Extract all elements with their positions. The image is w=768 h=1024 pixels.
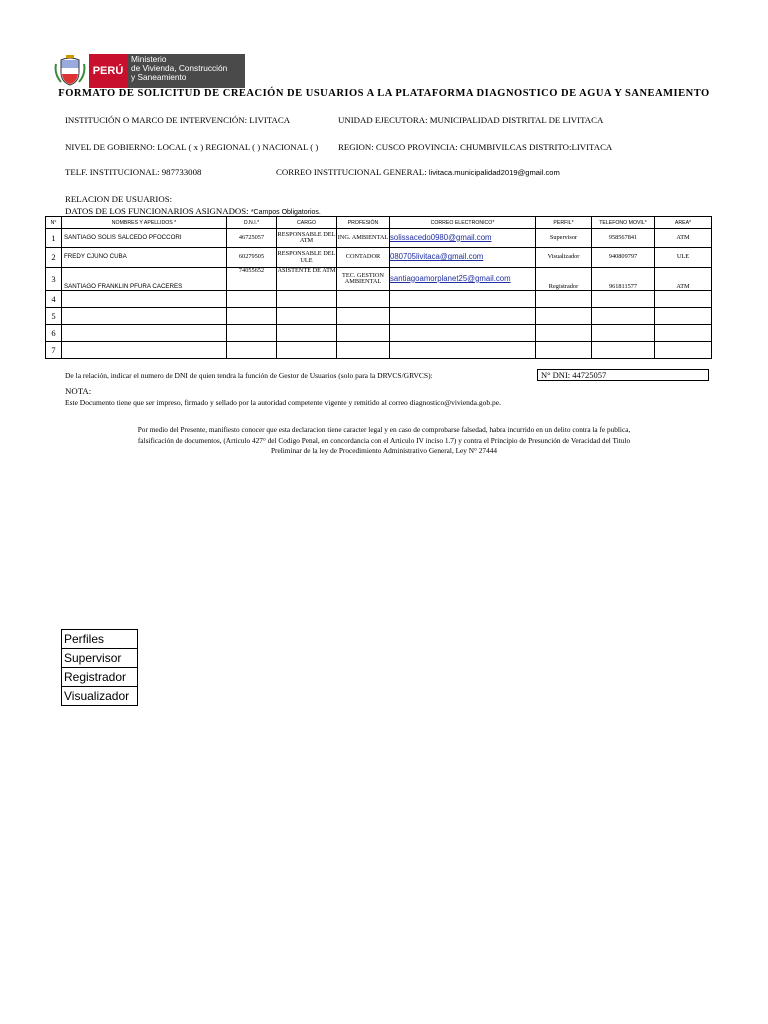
- correo-cell[interactable]: [390, 308, 536, 325]
- telefono-cell: 958567841: [592, 229, 655, 248]
- table-row: [46, 325, 712, 342]
- perfil-cell: Visualizador: [536, 248, 592, 268]
- row-number: 3: [46, 268, 62, 291]
- dni-cell: 74055652: [227, 268, 277, 291]
- area-cell: ULE: [655, 248, 712, 268]
- telefono-cell[interactable]: [592, 308, 655, 325]
- relacion-heading: RELACION DE USUARIOS:: [65, 194, 173, 204]
- area-cell[interactable]: [655, 308, 712, 325]
- col-header-n: N°: [46, 217, 62, 229]
- perfil-cell: Registrador: [536, 268, 592, 291]
- nombre-cell[interactable]: [62, 342, 227, 359]
- profesion-cell[interactable]: [337, 308, 390, 325]
- ministry-name: [127, 54, 245, 88]
- declaracion-jurada: [0, 425, 768, 457]
- area-cell[interactable]: [655, 291, 712, 308]
- col-header-dni: D.N.I.*: [227, 217, 277, 229]
- row-number: 1: [46, 229, 62, 248]
- gestor-instruction: De la relación, indicar el numero de DNI de quien tendra la función de Gestor de Usuarios (solo para la DRVCS/GRVCS):: [65, 371, 433, 380]
- profesion-cell[interactable]: [337, 291, 390, 308]
- declaracion-line: Preliminar de la ley de Procedimiento Administrativo General, Ley N° 27444: [270, 446, 498, 455]
- col-header-correo: CORREO ELECTRONICO*: [390, 217, 536, 229]
- nombre-cell: SANTIAGO FRANKLIN PFURA CACERES: [62, 268, 227, 291]
- row-number: 7: [46, 342, 62, 359]
- area-cell[interactable]: [655, 342, 712, 359]
- col-header-area: AREA*: [655, 217, 712, 229]
- area-cell: ATM: [655, 268, 712, 291]
- peru-label: PERÚ: [89, 54, 127, 88]
- table-row: [46, 268, 712, 291]
- profesion-cell: CONTADOR: [337, 248, 390, 268]
- peru-coat-of-arms-icon: [53, 54, 87, 88]
- correo-cell[interactable]: [390, 291, 536, 308]
- row-number: 4: [46, 291, 62, 308]
- nombre-cell[interactable]: [62, 291, 227, 308]
- dni-cell: 46725057: [227, 229, 277, 248]
- ministry-line: y Saneamiento: [131, 72, 187, 82]
- telefono-field: TELF. INSTITUCIONAL: 987733008: [65, 167, 202, 177]
- correo-value: livitaca.municipalidad2019@gmail.com: [428, 168, 560, 177]
- region-field: REGION: CUSCO PROVINCIA: CHUMBIVILCAS DISTRITO:LIVITACA: [338, 142, 613, 152]
- perfil-cell[interactable]: [536, 325, 592, 342]
- telefono-cell[interactable]: [592, 325, 655, 342]
- cargo-cell: RESPONSABLE DEL ULE: [277, 248, 337, 268]
- col-header-profesion: PROFESIÓN: [337, 217, 390, 229]
- perfiles-list: [61, 629, 138, 706]
- correo-link[interactable]: santiagoamorplanet25@gmail.com: [390, 268, 536, 291]
- correo-link[interactable]: 080705livitaca@gmail.com: [390, 248, 536, 268]
- dni-cell: 60279505: [227, 248, 277, 268]
- users-table: [45, 216, 712, 359]
- correo-cell[interactable]: [390, 325, 536, 342]
- declaracion-line: falsificación de documentos, (Articulo 427° del Codigo Penal, en concordancia con el Articulo IV inciso 1.7) y contra el Principio de Presunción de Veracidad del Titulo: [137, 435, 631, 445]
- dni-cell[interactable]: [227, 325, 277, 342]
- perfil-cell[interactable]: [536, 342, 592, 359]
- campos-obligatorios-note: *Campos Obligatorios.: [250, 209, 321, 216]
- telefono-cell: 961811577: [592, 268, 655, 291]
- document-title: FORMATO DE SOLICITUD DE CREACIÓN DE USUARIOS A LA PLATAFORMA DIAGNOSTICO DE AGUA Y SANEAMIENTO: [58, 88, 710, 99]
- table-row: [46, 291, 712, 308]
- correo-cell[interactable]: [390, 342, 536, 359]
- nombre-cell: SANTIAGO SOLIS SALCEDO PFOCCORI: [62, 229, 227, 248]
- unidad-ejecutora-field: UNIDAD EJECUTORA: MUNICIPALIDAD DISTRITAL DE LIVITACA: [338, 115, 604, 125]
- dni-cell[interactable]: [227, 342, 277, 359]
- profesion-cell: TEC. GESTION AMBIENTAL: [337, 268, 390, 291]
- area-cell[interactable]: [655, 325, 712, 342]
- perfil-cell[interactable]: [536, 308, 592, 325]
- ministry-line: Ministerio: [131, 54, 167, 64]
- correo-link[interactable]: solissacedo0980@gmail.com: [390, 229, 536, 248]
- institucion-field: INSTITUCIÓN O MARCO DE INTERVENCIÓN: LIVITACA: [65, 115, 291, 125]
- cargo-cell[interactable]: [277, 325, 337, 342]
- cargo-cell: ASISTENTE DE ATM: [277, 268, 337, 291]
- perfiles-header: Perfiles: [62, 630, 138, 649]
- table-header-row: [46, 217, 712, 229]
- nombre-cell[interactable]: [62, 308, 227, 325]
- nota-text: Este Documento tiene que ser impreso, firmado y sellado por la autoridad competente vigente y remitido al correo diagnostico@vivienda.gob.pe.: [65, 398, 501, 407]
- correo-institucional-field: [276, 167, 560, 177]
- dni-cell[interactable]: [227, 308, 277, 325]
- ministry-logo: [53, 54, 245, 88]
- nombre-cell: FREDY CJUNO CUBA: [62, 248, 227, 268]
- cargo-cell: RESPONSABLE DEL ATM: [277, 229, 337, 248]
- profesion-cell: ING. AMBIENTAL: [337, 229, 390, 248]
- row-number: 5: [46, 308, 62, 325]
- table-row: [46, 229, 712, 248]
- dni-cell[interactable]: [227, 291, 277, 308]
- cargo-cell[interactable]: [277, 342, 337, 359]
- perfil-option: Supervisor: [62, 649, 138, 668]
- perfil-cell: Supervisor: [536, 229, 592, 248]
- area-cell: ATM: [655, 229, 712, 248]
- profesion-cell[interactable]: [337, 342, 390, 359]
- row-number: 6: [46, 325, 62, 342]
- table-row: [46, 248, 712, 268]
- correo-label: CORREO INSTITUCIONAL GENERAL:: [276, 167, 427, 177]
- perfil-option: Registrador: [62, 668, 138, 687]
- datos-heading: [65, 206, 321, 216]
- telefono-cell: 940809797: [592, 248, 655, 268]
- perfil-option: Visualizador: [62, 687, 138, 706]
- table-row: [46, 342, 712, 359]
- gestor-dni-field[interactable]: N° DNI: 44725057: [537, 369, 709, 381]
- ministry-line: de Vivienda, Construcción: [131, 63, 228, 73]
- table-row: [46, 308, 712, 325]
- col-header-perfil: PERFIL*: [536, 217, 592, 229]
- datos-label: DATOS DE LOS FUNCIONARIOS ASIGNADOS:: [65, 206, 249, 216]
- telefono-cell[interactable]: [592, 342, 655, 359]
- nombre-cell[interactable]: [62, 325, 227, 342]
- perfil-cell[interactable]: [536, 291, 592, 308]
- col-header-cargo: CARGO: [277, 217, 337, 229]
- row-number: 2: [46, 248, 62, 268]
- cargo-cell[interactable]: [277, 291, 337, 308]
- col-header-telefono: TELEFONO MOVIL*: [592, 217, 655, 229]
- profesion-cell[interactable]: [337, 325, 390, 342]
- col-header-nombres: NOMBRES Y APELLIDOS *: [62, 217, 227, 229]
- nivel-gobierno-field: NIVEL DE GOBIERNO: LOCAL ( x ) REGIONAL ( ) NACIONAL ( ): [65, 142, 319, 152]
- declaracion-line: Por medio del Presente, manifiesto conocer que esta declaracion tiene caracter legal y en caso de comprobarse falsedad, habra incurrido en un delito contra la fe publica,: [137, 425, 631, 434]
- cargo-cell[interactable]: [277, 308, 337, 325]
- nota-label: NOTA:: [65, 386, 92, 396]
- telefono-cell[interactable]: [592, 291, 655, 308]
